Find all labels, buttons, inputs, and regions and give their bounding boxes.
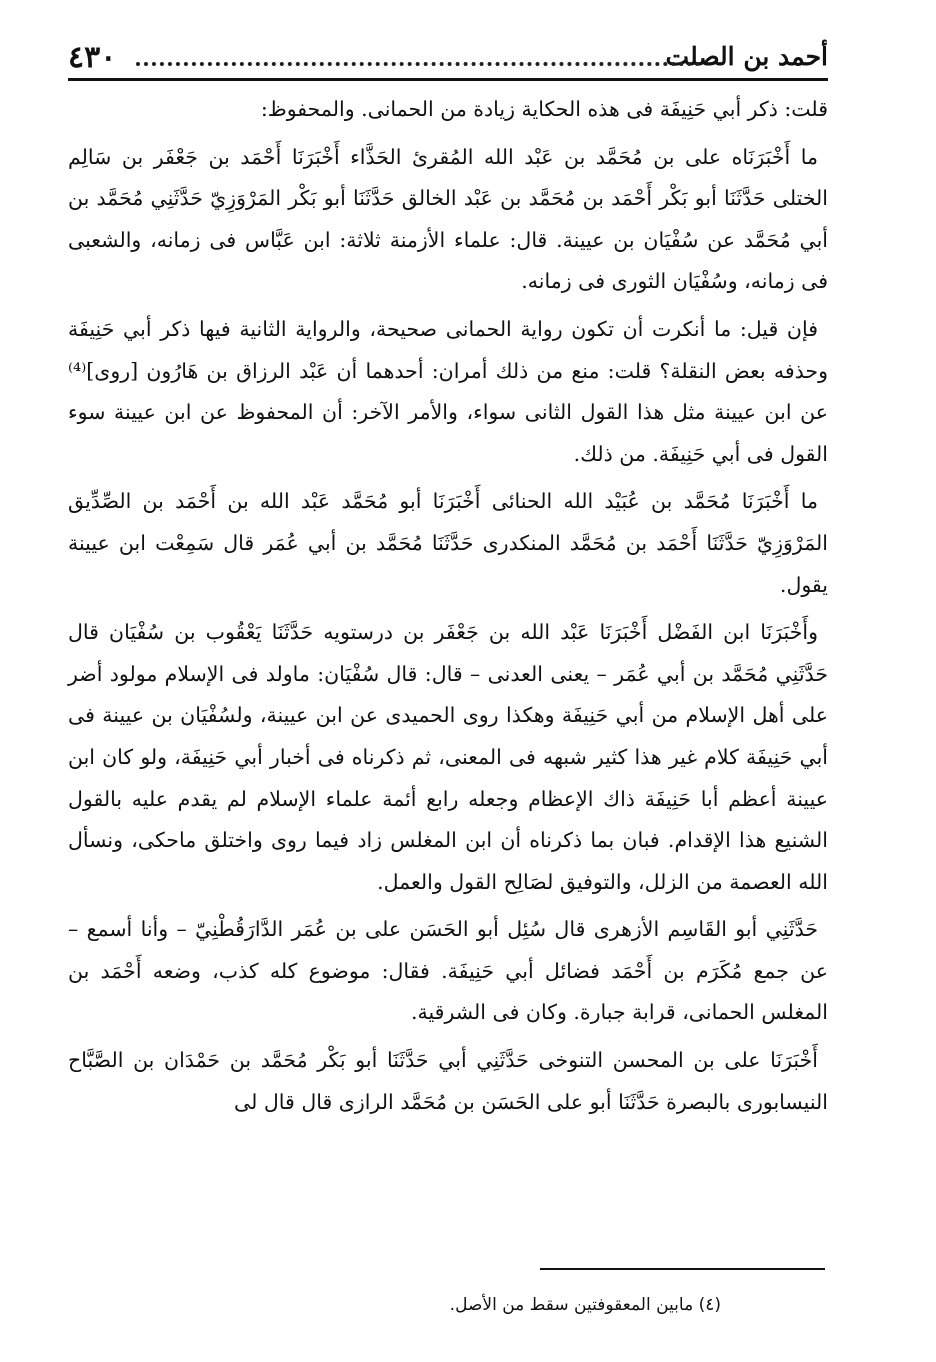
paragraph-2: ما أَخْبَرَنَاه على بن مُحَمَّد بن عَبْد الله المُقرئ الحَذَّاء أَخْبَرَنَا أَحْمَد بن جَعْفَر بن سَالِم الختلى حَدَّثَنَا أبو بَكْر أَحْمَد بن مُحَمَّد بن عَبْد الخالق حَدَّثَنَا أبو بَكْر المَرْوَزِيّ حَدَّثَنِي مُحَمَّد بن أبي مُحَمَّد عن سُفْيَان بن عيينة. قال: علماء الأزمنة ثلاثة: ابن عَبَّاس فى زمانه، والشعبى فى زمانه، وسُفْيَان الثورى فى زمانه.: [68, 144, 828, 294]
header-dot-leader: [136, 62, 700, 66]
paragraph-7: أَخْبَرَنَا على بن المحسن التنوخى حَدَّثَنِي أبي حَدَّثَنَا أبو بَكْر مُحَمَّد بن حَمْدَان بن الصَّبَّاح النيسابورى بالبصرة حَدَّثَنَا أبو على الحَسَن بن مُحَمَّد الرازى قال قال لى: [68, 1048, 828, 1114]
page-header: [68, 38, 828, 81]
running-title: أحمد بن الصلت: [665, 42, 828, 71]
paragraph-4: ما أَخْبَرَنَا مُحَمَّد بن عُبَيْد الله الحنائى أَخْبَرَنَا أبو مُحَمَّد عَبْد الله بن أَحْمَد بن الصِّدِّيق المَرْوَزِيّ حَدَّثَنَا أَحْمَد بن مُحَمَّد المنكدرى حَدَّثَنَا مُحَمَّد بن أبي عُمَر قال سَمِعْت ابن عيينة يقول.: [68, 489, 828, 597]
footnote-separator: [540, 1268, 825, 1270]
page-number: ٤٣٠: [68, 40, 117, 75]
document-page: [68, 38, 828, 1129]
paragraph-6: حَدَّثَنِي أبو القَاسِم الأزهرى قال سُئِل أبو الحَسَن على بن عُمَر الدَّارَقُطْنِيّ – وأنا أسمع – عن جمع مُكَرَم بن أَحْمَد فضائل أبي حَنِيفَة. فقال: موضوع كله كذب، وضعه أَحْمَد بن المغلس الحمانى، قرابة جبارة. وكان فى الشرقية.: [68, 917, 828, 1025]
paragraph-5: وأَخْبَرَنَا ابن الفَضْل أَخْبَرَنَا عَبْد الله بن جَعْفَر بن درستويه حَدَّثَنَا يَعْقُوب بن سُفْيَان قال حَدَّثَنِي مُحَمَّد بن أبي عُمَر – يعنى العدنى – قال: قال سُفْيَان: ماولد فى الإسلام مولود أضر على أهل الإسلام من أبي حَنِيفَة وهكذا روى الحميدى عن ابن عيينة، ولسُفْيَان بن عيينة فى أبي حَنِيفَة كلام غير هذا كثير شبهه فى المعنى، ثم ذكرناه فى أخبار أبي حَنِيفَة، ولو كان ابن عيينة أعظم أبا حَنِيفَة ذاك الإعظام وجعله رابع أئمة علماء الإسلام لم يقدم عليه بالقول الشنيع هذا الإقدام. فبان بما ذكرناه أن ابن المغلس زاد فيما روى واختلق ماحكى، ونسأل الله العصمة من الزلل، والتوفيق لصَالِح القول والعمل.: [68, 620, 828, 894]
footnote: (٤) مابين المعقوفتين سقط من الأصل.: [449, 1295, 721, 1315]
body-text: [68, 89, 828, 1123]
paragraph-1: قلت: ذكر أبي حَنِيفَة فى هذه الحكاية زيادة من الحمانى. والمحفوظ:: [260, 97, 828, 121]
paragraph-3: فإن قيل: ما أنكرت أن تكون رواية الحمانى صحيحة، والرواية الثانية فيها ذكر أبي حَنِيفَة وحذفه بعض النقلة؟ قلت: منع من ذلك أمران: أحدهما أن عَبْد الرزاق بن هَارُون [روى]⁽⁴⁾ عن ابن عيينة مثل هذا القول الثانى سواء، والأمر الآخر: أن المحفوظ عن ابن عيينة سوء القول فى أبي حَنِيفَة. من ذلك.: [68, 316, 828, 466]
